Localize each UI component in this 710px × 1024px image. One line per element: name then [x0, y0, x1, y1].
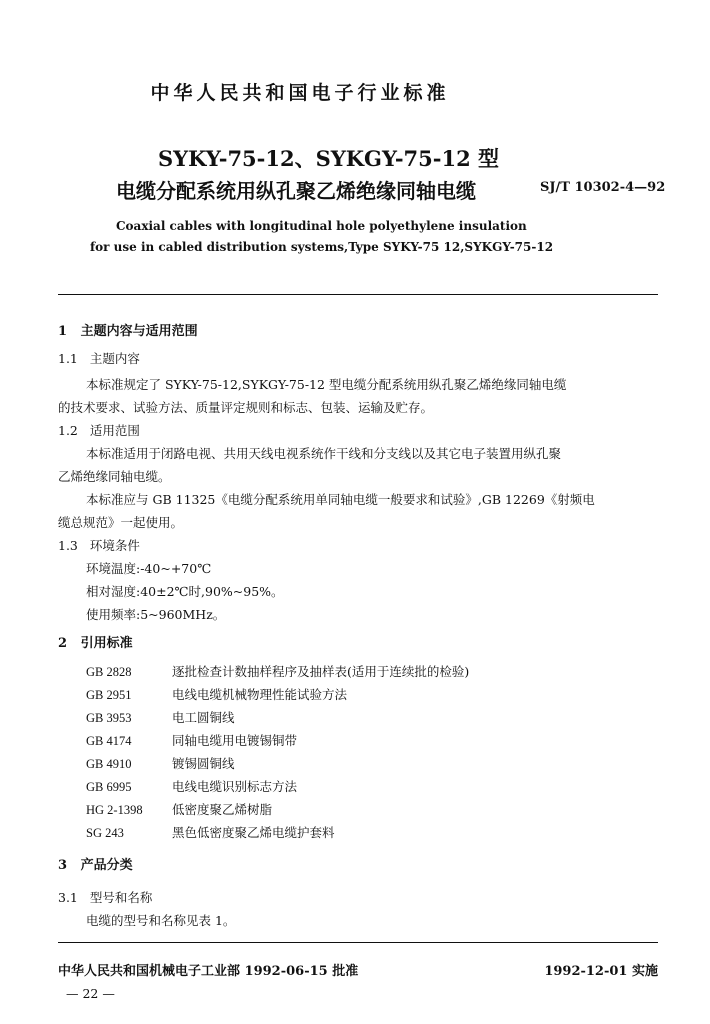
section-title: 主题内容与适用范围	[80, 324, 198, 339]
reference-code: GB 4174	[86, 734, 132, 748]
reference-title: 低密度聚乙烯树脂	[172, 802, 273, 817]
environment-temperature: 环境温度:-40~+70℃	[86, 561, 212, 576]
list-item	[86, 661, 469, 680]
list-item	[86, 753, 235, 772]
reference-title: 电线电缆机械物理性能试验方法	[172, 687, 348, 702]
list-item	[86, 730, 297, 749]
reference-title: 黑色低密度聚乙烯电缆护套料	[172, 825, 335, 840]
environment-frequency: 使用频率:5~960MHz。	[86, 607, 226, 622]
reference-title: 电工圆铜线	[172, 710, 235, 725]
paragraph-line: 电缆的型号和名称见表 1。	[86, 913, 236, 928]
reference-title: 同轴电缆用电镀锡铜带	[172, 733, 298, 748]
reference-code: GB 6995	[86, 780, 132, 794]
section-1-3-heading	[58, 536, 140, 554]
list-item	[86, 707, 235, 726]
section-number: 2	[58, 636, 68, 651]
section-1-2-heading	[58, 421, 140, 439]
section-number: 1.1	[58, 351, 78, 366]
page-number: — 22 —	[66, 986, 115, 1001]
section-number: 3.1	[58, 890, 78, 905]
list-item	[86, 776, 297, 795]
section-title: 主题内容	[89, 351, 140, 366]
standard-body-header: 中华人民共和国电子行业标准	[150, 82, 450, 104]
paragraph-line: 本标准规定了 SYKY-75-12,SYKGY-75-12 型电缆分配系统用纵孔聚乙烯绝缘同轴电缆	[86, 377, 567, 392]
english-title-line2: for use in cabled distribution systems,Type SYKY-75 12,SYKGY-75-12	[90, 240, 554, 254]
section-1-heading	[58, 320, 198, 339]
paragraph-line: 缆总规范》一起使用。	[58, 515, 184, 530]
reference-code: GB 2951	[86, 688, 132, 702]
section-3-heading	[58, 854, 133, 873]
section-number: 1.2	[58, 423, 78, 438]
title-model-line: SYKY-75-12、SYKGY-75-12 型	[158, 146, 500, 171]
title-main: 电缆分配系统用纵孔聚乙烯绝缘同轴电缆	[116, 179, 476, 203]
standard-code: SJ/T 10302-4—92	[540, 180, 666, 195]
section-2-heading	[58, 632, 133, 651]
section-number: 3	[58, 858, 68, 873]
environment-humidity: 相对湿度:40±2℃时,90%~95%。	[86, 584, 284, 599]
section-title: 引用标准	[80, 636, 133, 651]
section-title: 环境条件	[89, 538, 140, 553]
section-number: 1.3	[58, 538, 78, 553]
section-title: 型号和名称	[89, 890, 153, 905]
reference-title: 镀锡圆铜线	[172, 756, 235, 771]
section-title: 适用范围	[89, 423, 140, 438]
list-item	[86, 684, 347, 703]
paragraph-line: 乙烯绝缘同轴电缆。	[58, 469, 171, 484]
reference-code: GB 4910	[86, 757, 132, 771]
reference-code: GB 2828	[86, 665, 132, 679]
section-number: 1	[58, 324, 68, 339]
reference-title: 电线电缆识别标志方法	[172, 779, 298, 794]
reference-code: SG 243	[86, 826, 124, 840]
paragraph-line: 本标准应与 GB 11325《电缆分配系统用单同轴电缆一般要求和试验》,GB 12269《射频电	[86, 492, 595, 507]
reference-title: 逐批检查计数抽样程序及抽样表(适用于连续批的检验)	[172, 664, 470, 679]
reference-code: GB 3953	[86, 711, 132, 725]
list-item	[86, 799, 272, 818]
section-3-1-heading	[58, 888, 152, 906]
approval-line: 中华人民共和国机械电子工业部 1992-06-15 批准	[58, 964, 359, 979]
section-title: 产品分类	[80, 858, 133, 873]
header-divider	[58, 294, 658, 295]
section-1-1-heading	[58, 349, 140, 367]
footer-divider	[58, 942, 658, 943]
paragraph-line: 的技术要求、试验方法、质量评定规则和标志、包装、运输及贮存。	[58, 400, 434, 415]
paragraph-line: 本标准适用于闭路电视、共用天线电视系统作干线和分支线以及其它电子装置用纵孔聚	[86, 446, 562, 461]
english-title-line1: Coaxial cables with longitudinal hole polyethylene insulation	[116, 219, 527, 233]
implementation-date: 1992-12-01 实施	[544, 964, 658, 979]
reference-code: HG 2-1398	[86, 803, 143, 817]
list-item	[86, 822, 335, 841]
